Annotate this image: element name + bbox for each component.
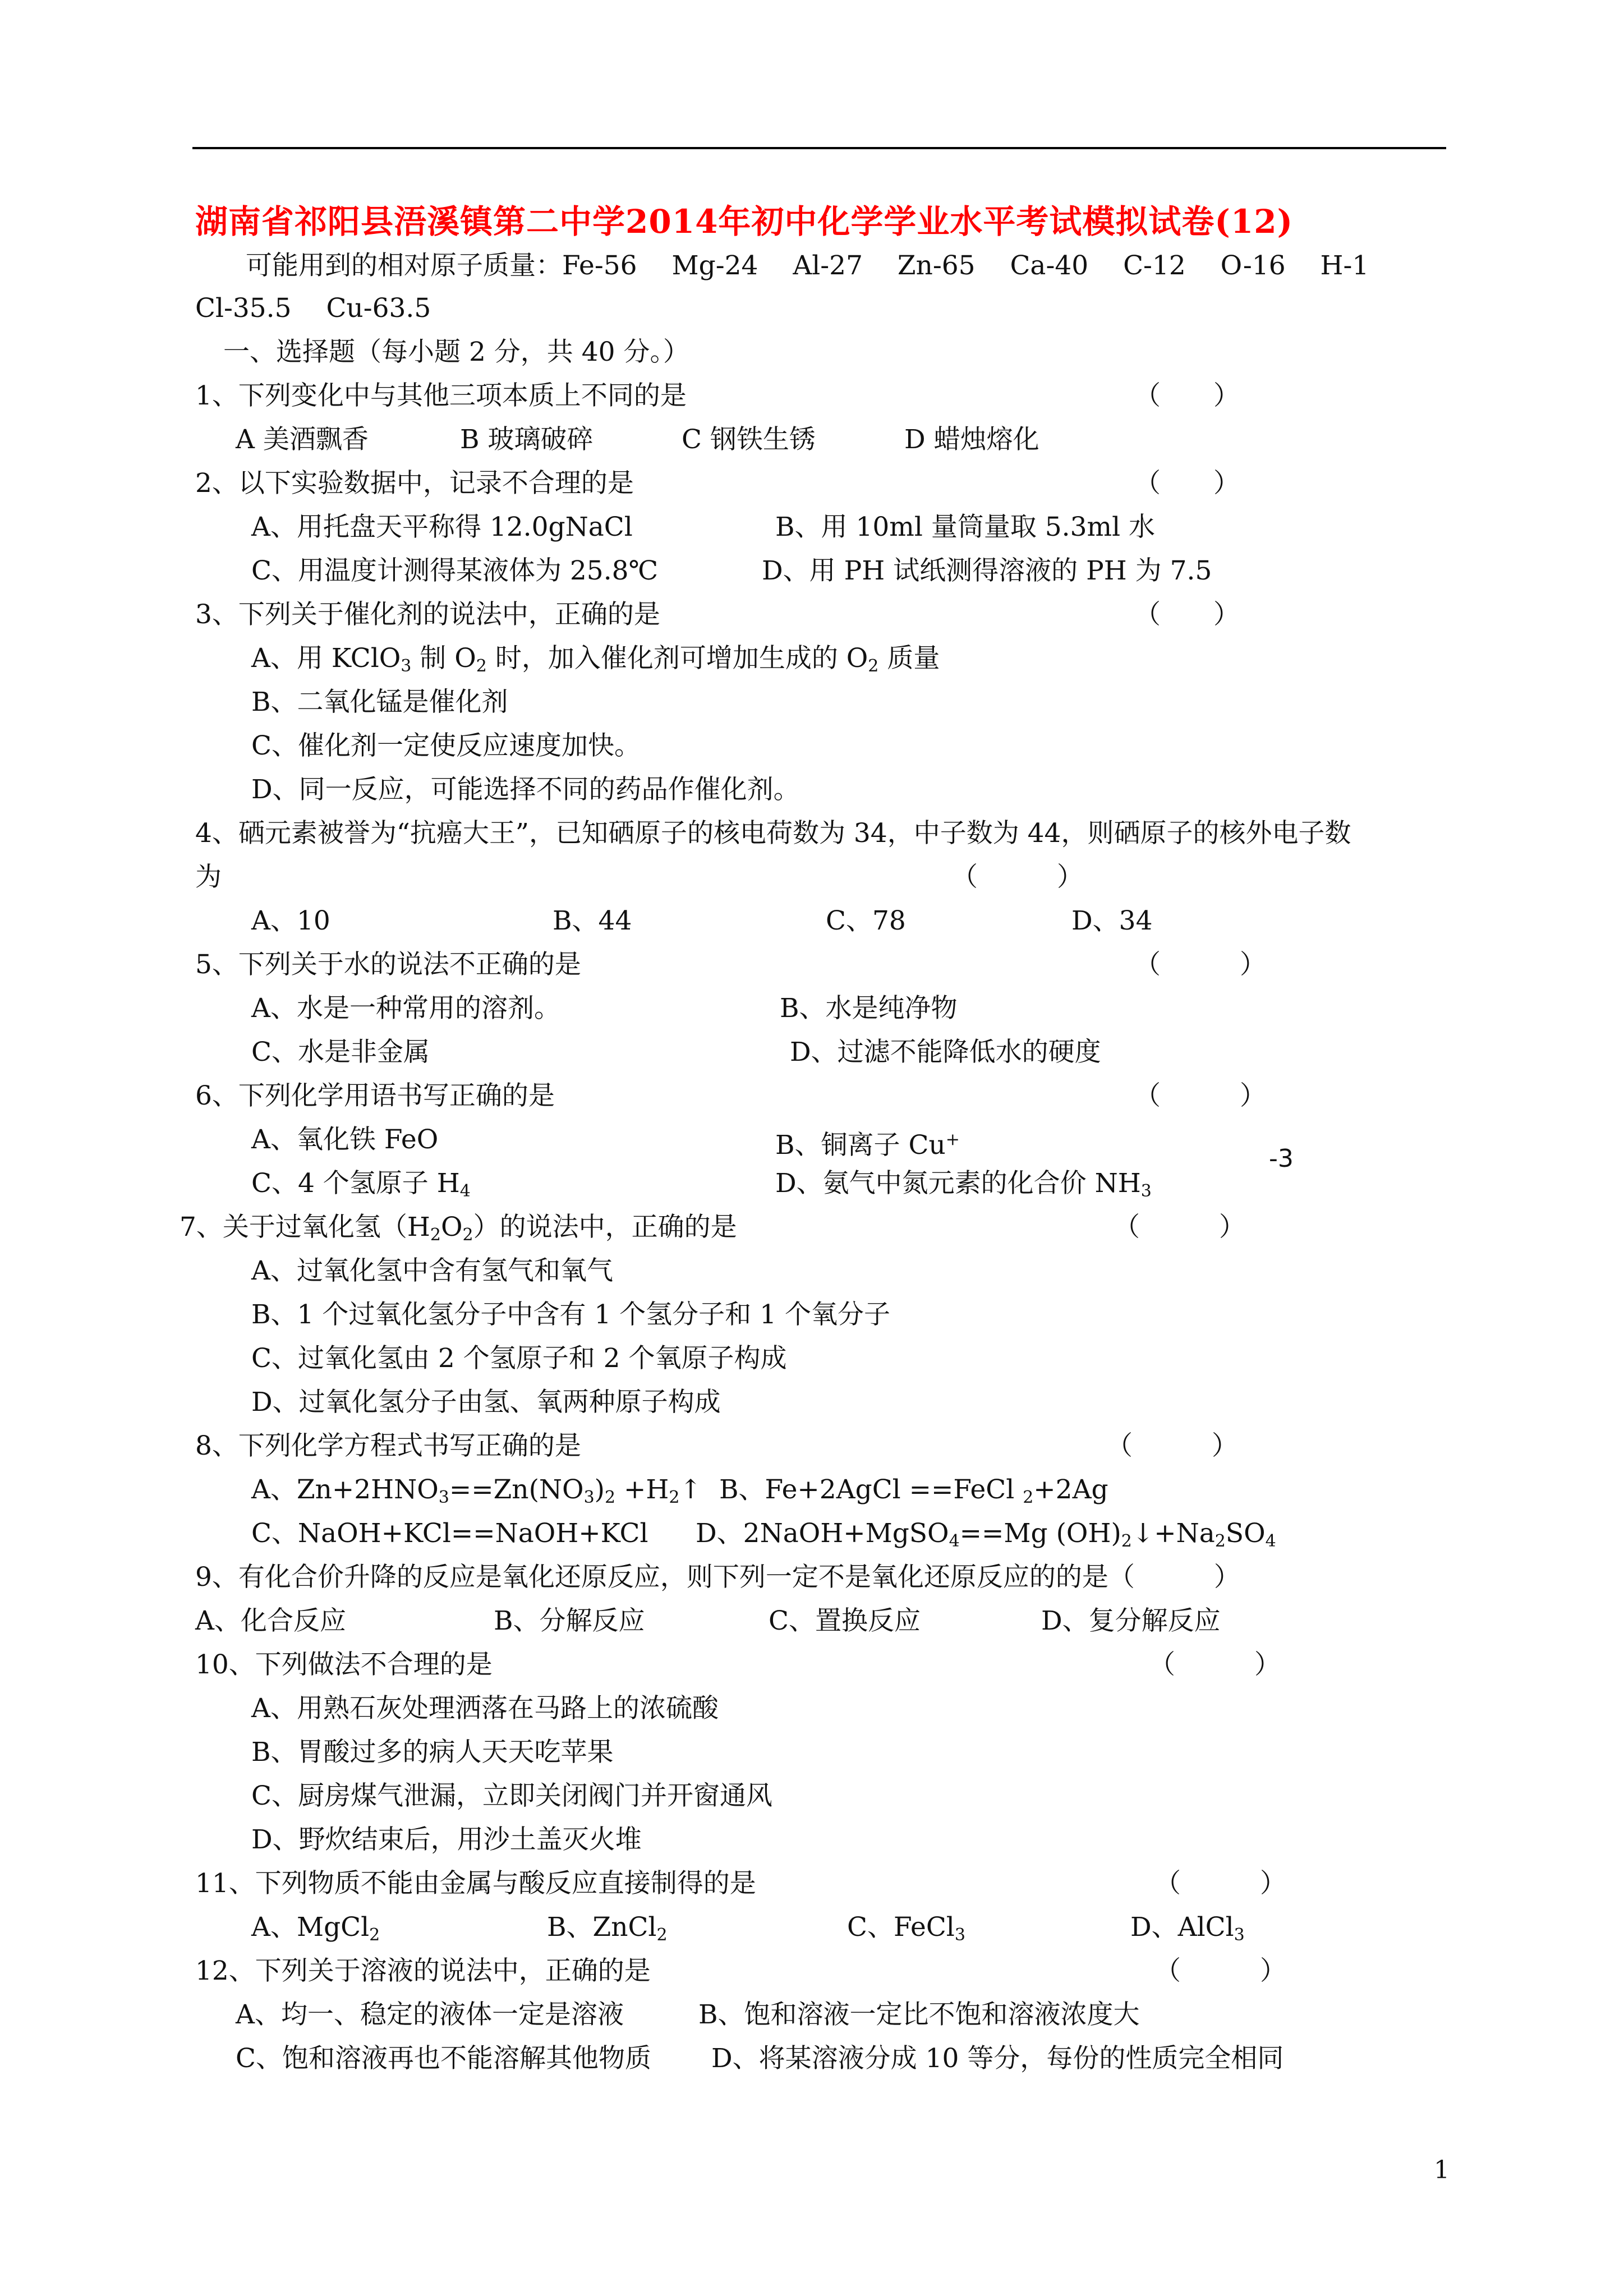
header-rule xyxy=(192,147,1446,149)
question-9-option-a: A、化合反应 xyxy=(195,1605,346,1636)
question-11-option-d: D、AlCl$_3$ xyxy=(1130,1912,1245,1945)
question-7-option-a: A、过氧化氢中含有氢气和氧气 xyxy=(251,1255,613,1286)
question-12-answer-blank: （ ） xyxy=(1154,1955,1286,1986)
question-5-option-d: D、过滤不能降低水的硬度 xyxy=(790,1037,1101,1068)
question-6-stem: 6、下列化学用语书写正确的是 xyxy=(195,1080,555,1111)
question-11-option-c: C、FeCl$_3$ xyxy=(847,1912,965,1945)
atomic-masses-line1: 可能用到的相对原子质量：Fe-56 Mg-24 Al-27 Zn-65 Ca-40 C-12 O-16 H-1 xyxy=(246,250,1369,281)
question-3-stem: 3、下列关于催化剂的说法中，正确的是 xyxy=(195,599,660,630)
question-3-option-c: C、催化剂一定使反应速度加快。 xyxy=(251,730,641,761)
question-1-option-b: B 玻璃破碎 xyxy=(460,424,594,455)
atomic-masses-line2: Cl-35.5 Cu-63.5 xyxy=(195,293,431,324)
question-5-option-a: A、水是一种常用的溶剂。 xyxy=(251,993,560,1024)
question-4-option-d: D、34 xyxy=(1071,905,1153,936)
question-8-stem: 8、下列化学方程式书写正确的是 xyxy=(195,1430,581,1461)
question-7-option-b: B、1 个过氧化氢分子中含有 1 个氢分子和 1 个氧分子 xyxy=(251,1299,890,1330)
question-10-option-a: A、用熟石灰处理洒落在马路上的浓硫酸 xyxy=(251,1693,719,1724)
question-4-stem-continued: 为 xyxy=(195,862,222,892)
question-1-option-c: C 钢铁生锈 xyxy=(682,424,816,455)
question-6-option-c: C、4 个氢原子 $H_4$ xyxy=(251,1168,471,1201)
question-1-answer-blank: （ ） xyxy=(1134,380,1240,411)
question-3-option-d: D、同一反应，可能选择不同的药品作催化剂。 xyxy=(251,774,800,805)
question-11-option-b: B、ZnCl$_2$ xyxy=(547,1912,668,1945)
question-3-option-b: B、二氧化锰是催化剂 xyxy=(251,687,508,717)
question-2-option-c: C、用温度计测得某液体为 25.8℃ xyxy=(251,555,659,586)
question-4-option-a: A、10 xyxy=(251,905,330,936)
question-8-option-a: A、$Zn+2HNO_3==Zn(NO_3)_2$ $+H_2↑$ xyxy=(251,1474,702,1507)
question-12-stem: 12、下列关于溶液的说法中，正确的是 xyxy=(195,1955,651,1986)
question-5-stem: 5、下列关于水的说法不正确的是 xyxy=(195,949,581,980)
question-10-option-c: C、厨房煤气泄漏，立即关闭阀门并开窗通风 xyxy=(251,1780,772,1811)
question-9-option-d: D、复分解反应 xyxy=(1041,1605,1221,1636)
question-7-answer-blank: （ ） xyxy=(1114,1212,1245,1243)
question-7-option-d: D、过氧化氢分子由氢、氧两种原子构成 xyxy=(251,1387,721,1418)
question-4-answer-blank: （ ） xyxy=(951,862,1083,892)
question-5-option-c: C、水是非金属 xyxy=(251,1037,430,1068)
question-4-stem: 4、硒元素被誉为“抗癌大王”，已知硒原子的核电荷数为 34，中子数为 44，则硒原子的核外电子数 xyxy=(195,818,1351,849)
question-1-option-d: D 蜡烛熔化 xyxy=(904,424,1039,455)
question-9-option-b: B、分解反应 xyxy=(494,1605,645,1636)
question-10-answer-blank: （ ） xyxy=(1149,1649,1281,1680)
question-10-option-d: D、野炊结束后，用沙土盖灭火堆 xyxy=(251,1824,642,1855)
valence-annotation: -3 xyxy=(1269,1144,1294,1173)
question-4-option-c: C、78 xyxy=(826,905,906,936)
question-2-option-b: B、用 10ml 量筒量取 5.3ml 水 xyxy=(775,512,1156,542)
question-7-stem: 7、关于过氧化氢$(H_2O_2)$的说法中，正确的是 xyxy=(180,1212,737,1245)
question-6-answer-blank: （ ） xyxy=(1134,1080,1266,1111)
question-8-option-d: D、2NaOH+MgSO$_4$==Mg $(OH)_2↓+Na_2SO_4$ xyxy=(696,1518,1276,1551)
question-12-option-c: C、饱和溶液再也不能溶解其他物质 xyxy=(236,2043,651,2074)
question-6-option-d: D、氨气中氮元素的化合价 $NH_3$ xyxy=(775,1168,1152,1201)
question-10-option-b: B、胃酸过多的病人天天吃苹果 xyxy=(251,1737,614,1768)
question-4-option-b: B、44 xyxy=(553,905,632,936)
question-6-option-b: B、铜离子 Cu+ xyxy=(775,1130,960,1161)
page-title: 湖南省祁阳县浯溪镇第二中学2014年初中化学学业水平考试模拟试卷(12) xyxy=(195,203,1294,241)
question-2-answer-blank: （ ） xyxy=(1134,468,1240,499)
question-2-option-a: A、用托盘天平称得 12.0gNaCl xyxy=(251,512,633,542)
question-8-option-c: C、NaOH+KCl==NaOH+KCl xyxy=(251,1518,648,1549)
page-number: 1 xyxy=(1434,2156,1450,2184)
question-12-option-a: A、均一、稳定的液体一定是溶液 xyxy=(236,1999,624,2030)
question-10-stem: 10、下列做法不合理的是 xyxy=(195,1649,493,1680)
question-11-answer-blank: （ ） xyxy=(1154,1868,1286,1899)
question-2-stem: 2、以下实验数据中，记录不合理的是 xyxy=(195,468,634,499)
question-6-option-a: A、氧化铁 FeO xyxy=(251,1124,439,1155)
question-3-answer-blank: （ ） xyxy=(1134,599,1240,630)
question-2-option-d: D、用 PH 试纸测得溶液的 PH 为 7.5 xyxy=(762,555,1212,586)
question-5-option-b: B、水是纯净物 xyxy=(780,993,958,1024)
question-1-option-a: A 美酒飘香 xyxy=(236,424,369,455)
question-9-option-c: C、置换反应 xyxy=(769,1605,921,1636)
question-12-option-b: B、饱和溶液一定比不饱和溶液浓度大 xyxy=(698,1999,1140,2030)
question-11-option-a: A、MgCl$_2$ xyxy=(251,1912,380,1945)
question-8-option-b: B、Fe+2AgCl ==FeCl $_2$+2Ag xyxy=(719,1474,1108,1507)
question-7-option-c: C、过氧化氢由 2 个氢原子和 2 个氧原子构成 xyxy=(251,1343,787,1374)
question-9-stem: 9、有化合价升降的反应是氧化还原反应，则下列一定不是氧化还原反应的的是（ ） xyxy=(195,1562,1240,1593)
section-heading: 一、选择题（每小题 2 分，共 40 分。） xyxy=(223,337,689,367)
question-1-stem: 1、下列变化中与其他三项本质上不同的是 xyxy=(195,380,687,411)
question-3-option-a: A、用 KClO$_3$ 制 $O_2$ 时，加入催化剂可增加生成的 $O_2$ 质量 xyxy=(251,643,940,676)
question-11-stem: 11、下列物质不能由金属与酸反应直接制得的是 xyxy=(195,1868,756,1899)
question-5-answer-blank: （ ） xyxy=(1134,949,1266,980)
question-8-answer-blank: （ ） xyxy=(1106,1430,1238,1461)
question-12-option-d: D、将某溶液分成 10 等分，每份的性质完全相同 xyxy=(711,2043,1284,2074)
